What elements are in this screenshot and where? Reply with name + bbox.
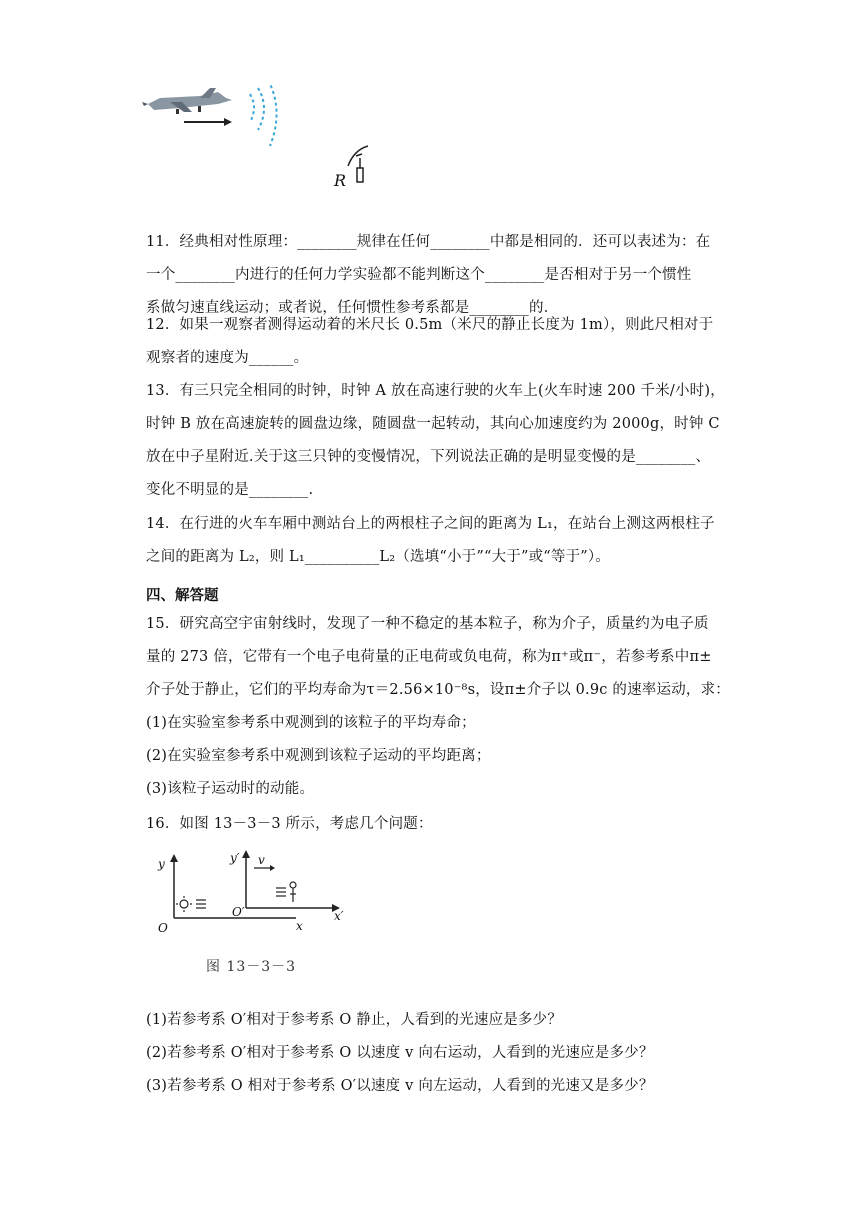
label-O-prime: O′ [232,905,245,919]
q15-line1: 15．研究高空宇宙射线时，发现了一种不稳定的基本粒子，称为介子，质量约为电子质 [146,616,709,632]
question-14 [146,508,716,574]
q14-line1: 14．在行进的火车车厢中测站台上的两根柱子之间的距离为 L₁，在站台上测这两根柱子 [146,516,715,532]
question-12 [146,309,716,375]
airplane-icon [142,88,232,114]
radar-antenna-icon [348,146,368,182]
q13-line3: 放在中子星附近.关于这三只钟的变慢情况，下列说法正确的是明显变慢的是________、 [146,449,711,465]
q12-line2: 观察者的速度为______。 [146,350,309,366]
question-13 [146,375,725,507]
question-15 [146,608,730,806]
radar-wave-icon [250,84,277,146]
q15-sub3: (3)该粒子运动时的动能。 [146,781,315,797]
q14-line2: 之间的距离为 L₂，则 L₁__________L₂（选填“小于”“大于”或“等于”）。 [146,549,611,565]
q16-sub1: (1)若参考系 O′相对于参考系 O 静止，人看到的光速应是多少？ [146,1012,563,1028]
q11-line2: 一个________内进行的任何力学实验都不能判断这个________是否相对于另一个惯性 [146,267,692,283]
q15-line3: 介子处于静止，它们的平均寿命为τ＝2.56×10⁻⁸s，设π±介子以 0.9c 的速率运动，求： [146,682,730,698]
label-x: x [296,919,303,933]
velocity-arrow [184,118,232,126]
figure-caption: 图 13－3－3 [206,959,297,975]
q16-line1: 16．如图 13－3－3 所示，考虑几个问题： [146,816,433,832]
label-y-prime: y′ [230,851,240,865]
label-O: O [158,921,168,935]
q11-line1: 11．经典相对性原理：________规律在任何________中都是相同的．还可以表述为：在 [146,234,711,250]
observer-icon [276,882,296,902]
airplane-radar-figure [140,84,380,194]
q15-line2: 量的 273 倍，它带有一个电子电荷量的正电荷或负电荷，称为π⁺或π⁻，若参考系中π± [146,649,712,665]
q13-line1: 13．有三只完全相同的时钟，时钟 A 放在高速行驶的火车上(火车时速 200 千米/小时)， [146,383,725,399]
q12-line1: 12．如果一观察者测得运动着的米尺长 0.5m（米尺的静止长度为 1m），则此尺相对于 [146,317,714,333]
label-y: y [158,857,165,871]
label-x-prime: x′ [334,909,344,923]
q11-line3: 系做匀速直线运动；或者说，任何惯性参考系都是________的． [146,300,559,316]
q13-line2: 时钟 B 放在高速旋转的圆盘边缘，随圆盘一起转动，其向心加速度约为 2000g，时钟 C [146,416,720,432]
light-source-icon [176,896,206,912]
q16-sub3: (3)若参考系 O 相对于参考系 O′以速度 v 向左运动，人看到的光速又是多少？ [146,1078,654,1094]
q16-sub2: (2)若参考系 O′相对于参考系 O 以速度 v 向右运动，人看到的光速应是多少？ [146,1045,654,1061]
q15-sub1: (1)在实验室参考系中观测到的该粒子的平均寿命； [146,715,476,731]
q15-sub2: (2)在实验室参考系中观测到该粒子运动的平均距离； [146,748,491,764]
label-R: R [334,171,347,190]
question-16-subs [146,1004,716,1103]
label-v: v [258,853,265,867]
question-16 [146,808,716,841]
section-heading: 四、解答题 [146,587,219,604]
q13-line4: 变化不明显的是________. [146,482,314,498]
